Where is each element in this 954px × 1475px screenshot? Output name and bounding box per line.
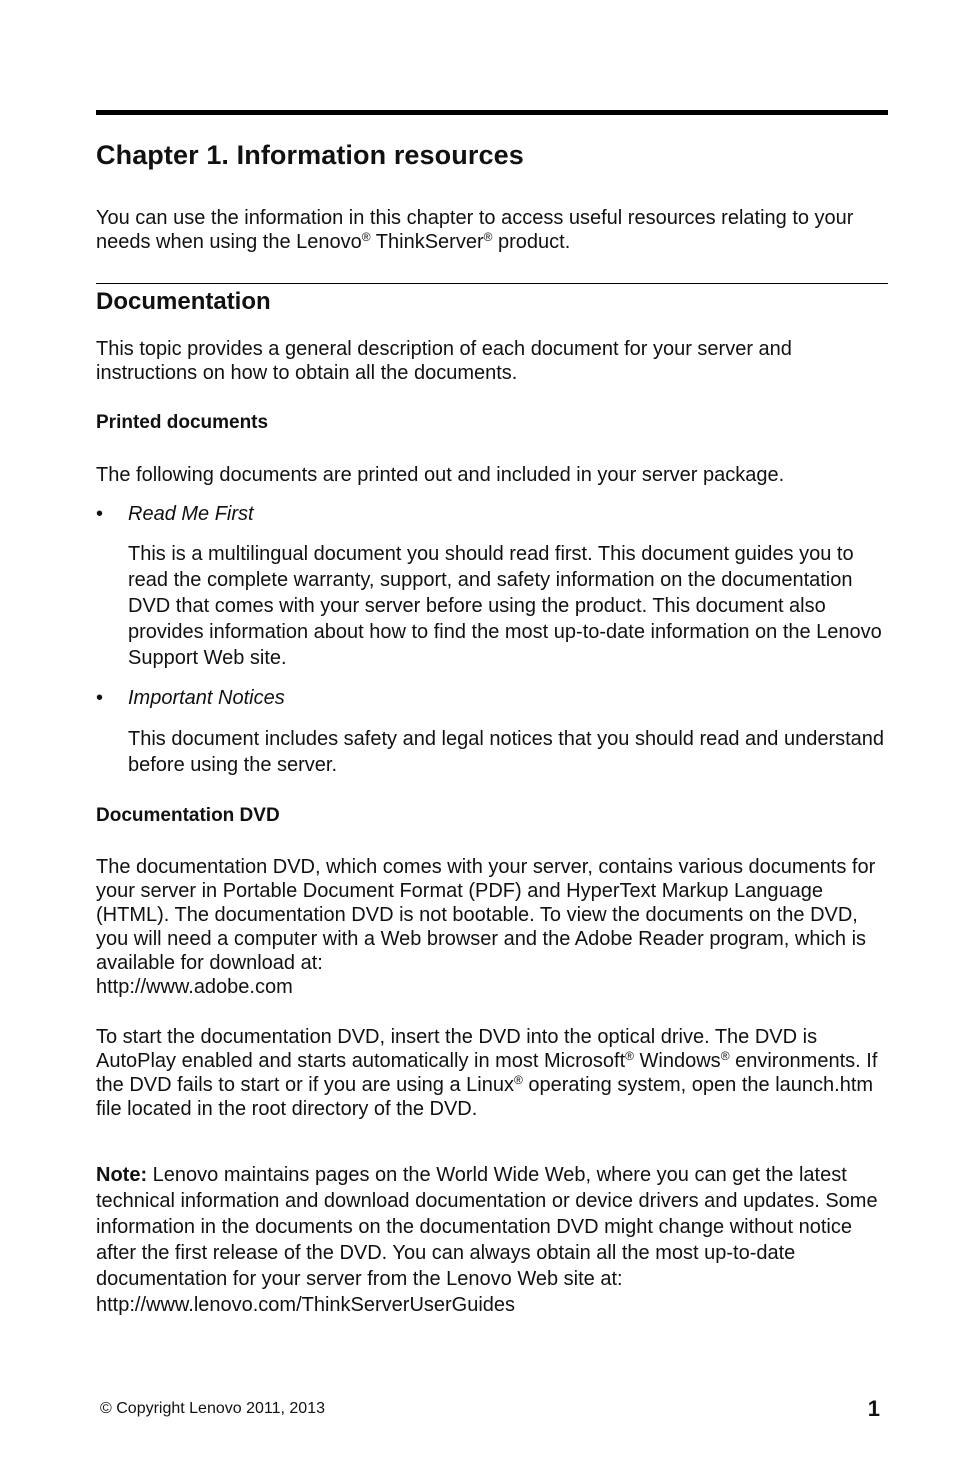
registered-mark: ® bbox=[361, 230, 371, 244]
list-item-title: Read Me First bbox=[128, 503, 254, 525]
chapter-top-rule bbox=[96, 110, 888, 115]
dvd-paragraph-2-text-b: Windows bbox=[633, 1050, 721, 1072]
document-page bbox=[96, 0, 888, 1475]
registered-mark: ® bbox=[483, 230, 493, 244]
dvd-paragraph-1-text: The documentation DVD, which comes with your server, contains various documents for your server in Portable Document Format (PDF) and HyperText Markup Language (HTML). The documentation DVD is not bootable. To view the documents on the DVD, you will need a computer with a Web browser and the Adobe Reader program, which is available for download at: bbox=[96, 856, 876, 974]
note-text: Lenovo maintains pages on the World Wide Web, where you can get the latest technical information and download documentation or device drivers and updates. Some information in the documents on the documentation DVD might change without notice after the first release of the DVD. You can always obtain all the most up-to-date documentation for your server from the Lenovo Web site at: bbox=[96, 1164, 878, 1290]
printed-documents-intro: The following documents are printed out and included in your server package. bbox=[96, 464, 785, 486]
dvd-paragraph-2-text-a: To start the documentation DVD, insert the DVD into the optical drive. The DVD is AutoPlay enabled and starts automatically in most Microsoft bbox=[96, 1026, 818, 1072]
intro-text-a: You can use the information in this chapter to access useful resources relating to your needs when using the Lenovo bbox=[96, 207, 854, 253]
registered-mark: ® bbox=[720, 1049, 730, 1063]
section-title-documentation: Documentation bbox=[96, 288, 271, 315]
intro-paragraph bbox=[96, 206, 888, 254]
list-item-description: This document includes safety and legal notices that you should read and understand before using the server. bbox=[128, 728, 885, 776]
intro-text-c: product. bbox=[492, 231, 571, 253]
dvd-paragraph-2-text-c: environments. If the DVD fails to start or if you are using a Linux bbox=[96, 1050, 878, 1096]
footer-copyright: © Copyright Lenovo 2011, 2013 bbox=[100, 1400, 325, 1417]
intro-text-b: ThinkServer bbox=[370, 231, 484, 253]
section-rule bbox=[96, 283, 888, 284]
documentation-description: This topic provides a general description of each document for your server and instructions on how to obtain all the documents. bbox=[96, 338, 792, 384]
subhead-printed-documents: Printed documents bbox=[96, 412, 269, 433]
dvd-paragraph-1 bbox=[96, 855, 888, 999]
bullet-marker: • bbox=[96, 687, 104, 709]
registered-mark: ® bbox=[513, 1073, 523, 1087]
page-number: 1 bbox=[867, 1396, 880, 1421]
subhead-documentation-dvd: Documentation DVD bbox=[96, 805, 280, 826]
list-item-title: Important Notices bbox=[128, 687, 285, 709]
dvd-paragraph-2-text-d: operating system, open the launch.htm file located in the root directory of the DVD. bbox=[96, 1074, 874, 1120]
lenovo-guides-url: http://www.lenovo.com/ThinkServerUserGuides bbox=[96, 1294, 516, 1316]
chapter-title: Chapter 1. Information resources bbox=[96, 140, 524, 170]
adobe-url: http://www.adobe.com bbox=[96, 976, 293, 998]
note-paragraph bbox=[96, 1162, 888, 1318]
bullet-marker: • bbox=[96, 503, 104, 525]
dvd-paragraph-2 bbox=[96, 1025, 888, 1121]
note-label: Note: bbox=[96, 1164, 148, 1186]
list-item-description: This is a multilingual document you should read first. This document guides you to read the complete warranty, support, and safety information on the documentation DVD that comes with your server before using the product. This document also provides information about how to find the most up-to-date information on the Lenovo Support Web site. bbox=[128, 543, 882, 669]
registered-mark: ® bbox=[625, 1049, 634, 1063]
